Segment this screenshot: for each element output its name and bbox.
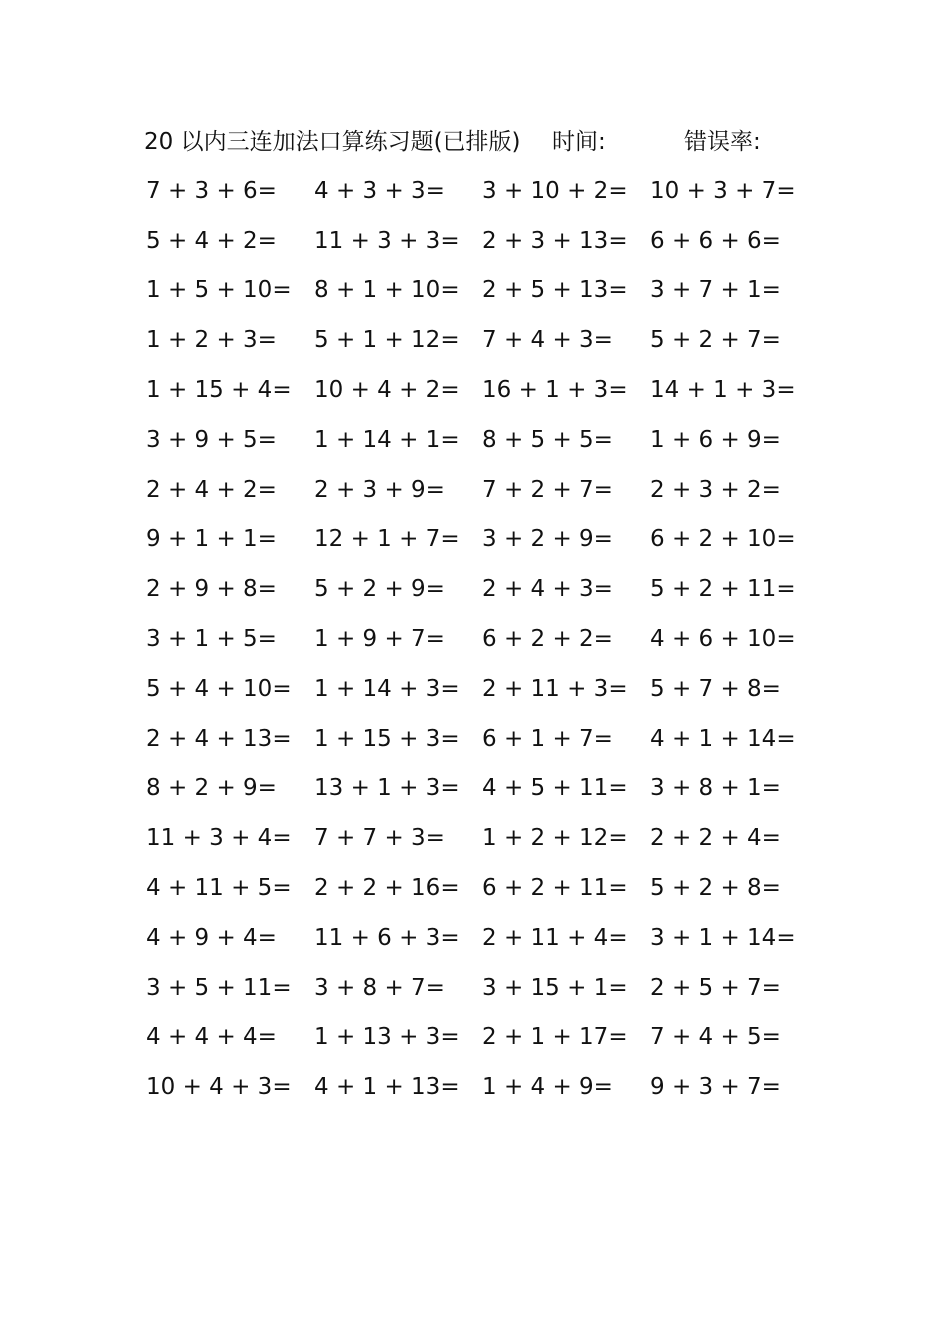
problem-item: 11 + 3 + 4= (146, 825, 292, 852)
worksheet-title: 20 以内三连加法口算练习题(已排版) (144, 129, 521, 155)
problem-item: 9 + 3 + 7= (650, 1074, 781, 1101)
problem-item: 3 + 9 + 5= (146, 426, 277, 453)
problem-row (140, 564, 820, 614)
problem-item: 2 + 3 + 9= (314, 476, 445, 503)
problem-row (140, 1013, 820, 1063)
problem-row (140, 863, 820, 913)
problem-item: 1 + 9 + 7= (314, 626, 445, 653)
problem-item: 2 + 1 + 17= (482, 1024, 628, 1051)
problem-row (140, 813, 820, 863)
problem-item: 4 + 11 + 5= (146, 875, 292, 902)
worksheet-header (144, 124, 784, 160)
problem-item: 3 + 1 + 14= (650, 924, 796, 951)
problem-item: 14 + 1 + 3= (650, 377, 796, 404)
problem-item: 7 + 4 + 3= (482, 327, 613, 354)
problem-item: 4 + 3 + 3= (314, 177, 445, 204)
problem-item: 7 + 3 + 6= (146, 177, 277, 204)
problem-item: 5 + 4 + 10= (146, 675, 292, 702)
problem-item: 1 + 15 + 4= (146, 377, 292, 404)
problem-item: 7 + 2 + 7= (482, 476, 613, 503)
problem-item: 4 + 1 + 13= (314, 1074, 460, 1101)
problem-item: 3 + 8 + 1= (650, 775, 781, 802)
problem-item: 1 + 2 + 12= (482, 825, 628, 852)
problem-row (140, 664, 820, 714)
problem-row (140, 216, 820, 266)
problem-row (140, 913, 820, 963)
problem-item: 12 + 1 + 7= (314, 526, 460, 553)
problem-item: 2 + 3 + 2= (650, 476, 781, 503)
problem-row (140, 266, 820, 316)
problem-item: 2 + 11 + 3= (482, 675, 628, 702)
problem-item: 2 + 5 + 13= (482, 277, 628, 304)
problem-item: 7 + 7 + 3= (314, 825, 445, 852)
problem-item: 9 + 1 + 1= (146, 526, 277, 553)
problem-item: 5 + 7 + 8= (650, 675, 781, 702)
problem-item: 2 + 3 + 13= (482, 227, 628, 254)
problem-item: 5 + 4 + 2= (146, 227, 277, 254)
time-label: 时间: (552, 129, 606, 155)
problem-item: 16 + 1 + 3= (482, 377, 628, 404)
problem-row (140, 315, 820, 365)
problem-item: 7 + 4 + 5= (650, 1024, 781, 1051)
problem-item: 3 + 8 + 7= (314, 974, 445, 1001)
problem-item: 6 + 6 + 6= (650, 227, 781, 254)
problem-item: 2 + 11 + 4= (482, 924, 628, 951)
problem-grid (140, 166, 820, 1112)
problem-item: 5 + 2 + 8= (650, 875, 781, 902)
problem-item: 3 + 15 + 1= (482, 974, 628, 1001)
problem-item: 5 + 1 + 12= (314, 327, 460, 354)
error-rate-label: 错误率: (684, 129, 761, 155)
problem-item: 1 + 14 + 1= (314, 426, 460, 453)
problem-item: 1 + 6 + 9= (650, 426, 781, 453)
problem-item: 4 + 6 + 10= (650, 626, 796, 653)
problem-row (140, 614, 820, 664)
problem-item: 6 + 2 + 2= (482, 626, 613, 653)
problem-item: 2 + 4 + 2= (146, 476, 277, 503)
problem-item: 2 + 2 + 16= (314, 875, 460, 902)
problem-item: 11 + 6 + 3= (314, 924, 460, 951)
problem-item: 4 + 5 + 11= (482, 775, 628, 802)
problem-item: 4 + 4 + 4= (146, 1024, 277, 1051)
problem-row (140, 764, 820, 814)
problem-item: 8 + 2 + 9= (146, 775, 277, 802)
problem-item: 4 + 9 + 4= (146, 924, 277, 951)
problem-item: 3 + 2 + 9= (482, 526, 613, 553)
problem-item: 3 + 1 + 5= (146, 626, 277, 653)
problem-item: 11 + 3 + 3= (314, 227, 460, 254)
problem-item: 6 + 2 + 10= (650, 526, 796, 553)
problem-item: 5 + 2 + 9= (314, 576, 445, 603)
problem-item: 10 + 4 + 2= (314, 377, 460, 404)
problem-item: 10 + 3 + 7= (650, 177, 796, 204)
problem-item: 3 + 7 + 1= (650, 277, 781, 304)
problem-item: 1 + 13 + 3= (314, 1024, 460, 1051)
problem-item: 1 + 4 + 9= (482, 1074, 613, 1101)
problem-item: 3 + 10 + 2= (482, 177, 628, 204)
problem-row (140, 465, 820, 515)
problem-row (140, 1062, 820, 1112)
problem-item: 8 + 1 + 10= (314, 277, 460, 304)
problem-row (140, 963, 820, 1013)
problem-item: 1 + 14 + 3= (314, 675, 460, 702)
problem-row (140, 714, 820, 764)
problem-row (140, 515, 820, 565)
problem-item: 5 + 2 + 7= (650, 327, 781, 354)
problem-item: 2 + 9 + 8= (146, 576, 277, 603)
problem-item: 13 + 1 + 3= (314, 775, 460, 802)
problem-item: 3 + 5 + 11= (146, 974, 292, 1001)
problem-item: 1 + 15 + 3= (314, 725, 460, 752)
problem-row (140, 365, 820, 415)
problem-row (140, 166, 820, 216)
problem-item: 2 + 2 + 4= (650, 825, 781, 852)
problem-item: 2 + 5 + 7= (650, 974, 781, 1001)
problem-item: 1 + 2 + 3= (146, 327, 277, 354)
problem-item: 10 + 4 + 3= (146, 1074, 292, 1101)
problem-item: 2 + 4 + 3= (482, 576, 613, 603)
problem-item: 8 + 5 + 5= (482, 426, 613, 453)
problem-row (140, 415, 820, 465)
problem-item: 2 + 4 + 13= (146, 725, 292, 752)
problem-item: 6 + 2 + 11= (482, 875, 628, 902)
problem-item: 4 + 1 + 14= (650, 725, 796, 752)
problem-item: 1 + 5 + 10= (146, 277, 292, 304)
problem-item: 6 + 1 + 7= (482, 725, 613, 752)
problem-item: 5 + 2 + 11= (650, 576, 796, 603)
